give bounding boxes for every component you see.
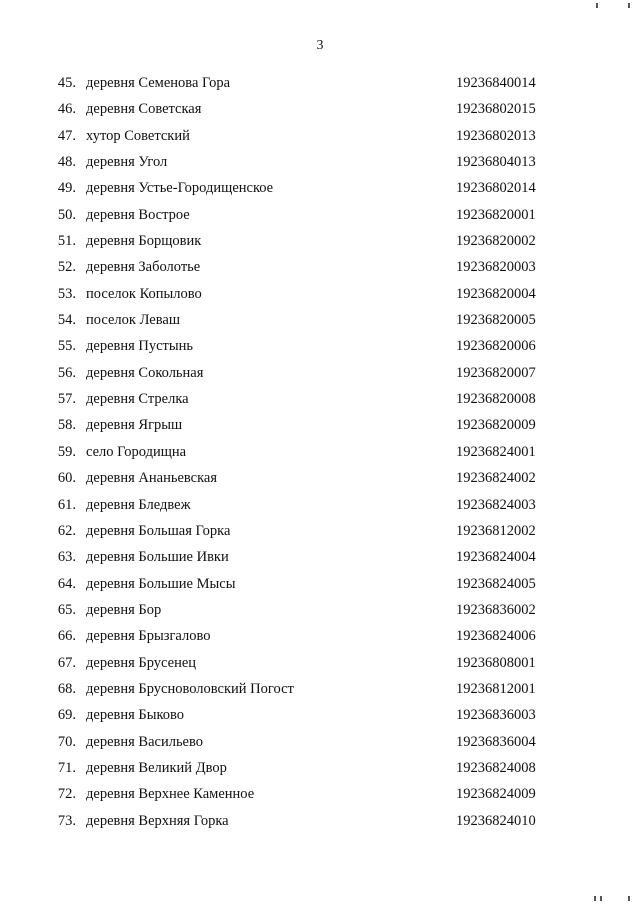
scan-mark xyxy=(596,3,598,8)
settlement-name: деревня Советская xyxy=(86,101,202,118)
item-number: 70. xyxy=(57,733,76,750)
oktmo-code: 19236820002 xyxy=(456,233,536,250)
oktmo-code: 19236824001 xyxy=(456,443,536,460)
item-number: 61. xyxy=(57,496,76,513)
list-item xyxy=(0,386,640,412)
list-item xyxy=(0,175,640,201)
oktmo-code: 19236824005 xyxy=(456,575,536,592)
list-item xyxy=(0,307,640,333)
oktmo-code: 19236820009 xyxy=(456,417,536,434)
settlement-name: деревня Великий Двор xyxy=(86,759,227,776)
oktmo-code: 19236820003 xyxy=(456,259,536,276)
oktmo-code: 19236802015 xyxy=(456,101,536,118)
list-item xyxy=(0,70,640,96)
item-number: 69. xyxy=(57,707,76,724)
item-number: 60. xyxy=(57,470,76,487)
settlement-name: деревня Брусенец xyxy=(86,654,197,671)
scan-mark xyxy=(594,896,596,901)
oktmo-code: 19236808001 xyxy=(456,654,536,671)
oktmo-code: 19236836002 xyxy=(456,601,536,618)
item-number: 57. xyxy=(57,391,76,408)
item-number: 73. xyxy=(57,812,76,829)
oktmo-code: 19236824010 xyxy=(456,812,536,829)
settlement-name: деревня Ананьевская xyxy=(86,470,218,487)
list-item xyxy=(0,412,640,438)
list-item xyxy=(0,439,640,465)
settlement-list xyxy=(0,70,640,834)
item-number: 51. xyxy=(57,233,76,250)
settlement-name: деревня Стрелка xyxy=(86,391,189,408)
settlement-name: деревня Верхняя Горка xyxy=(86,812,229,829)
oktmo-code: 19236824003 xyxy=(456,496,536,513)
oktmo-code: 19236820005 xyxy=(456,312,536,329)
oktmo-code: 19236836004 xyxy=(456,733,536,750)
settlement-name: деревня Быково xyxy=(86,707,185,724)
settlement-name: деревня Устье-Городищенское xyxy=(86,180,274,197)
oktmo-code: 19236802014 xyxy=(456,180,536,197)
settlement-name: село Городищна xyxy=(86,443,187,460)
settlement-name: деревня Большие Ивки xyxy=(86,549,229,566)
list-item xyxy=(0,465,640,491)
oktmo-code: 19236812001 xyxy=(456,680,536,697)
settlement-name: деревня Большие Мысы xyxy=(86,575,236,592)
list-item xyxy=(0,281,640,307)
oktmo-code: 19236820004 xyxy=(456,285,536,302)
settlement-name: деревня Бор xyxy=(86,601,162,618)
oktmo-code: 19236836003 xyxy=(456,707,536,724)
list-item xyxy=(0,676,640,702)
settlement-name: деревня Брызгалово xyxy=(86,628,211,645)
list-item xyxy=(0,228,640,254)
list-item xyxy=(0,597,640,623)
item-number: 68. xyxy=(57,680,76,697)
settlement-name: деревня Верхнее Каменное xyxy=(86,786,255,803)
item-number: 66. xyxy=(57,628,76,645)
settlement-name: деревня Вострое xyxy=(86,206,190,223)
list-item xyxy=(0,333,640,359)
oktmo-code: 19236820007 xyxy=(456,364,536,381)
list-item xyxy=(0,360,640,386)
list-item xyxy=(0,254,640,280)
settlement-name: деревня Брусноволовский Погост xyxy=(86,680,294,697)
oktmo-code: 19236824009 xyxy=(456,786,536,803)
item-number: 64. xyxy=(57,575,76,592)
oktmo-code: 19236820006 xyxy=(456,338,536,355)
list-item xyxy=(0,149,640,175)
item-number: 63. xyxy=(57,549,76,566)
settlement-name: хутор Советский xyxy=(86,127,190,144)
scan-mark xyxy=(628,3,630,8)
page-number: 3 xyxy=(316,38,324,53)
settlement-name: деревня Большая Горка xyxy=(86,522,231,539)
list-item xyxy=(0,781,640,807)
settlement-name: деревня Сокольная xyxy=(86,364,204,381)
list-item xyxy=(0,492,640,518)
item-number: 54. xyxy=(57,312,76,329)
item-number: 52. xyxy=(57,259,76,276)
oktmo-code: 19236820001 xyxy=(456,206,536,223)
item-number: 58. xyxy=(57,417,76,434)
list-item xyxy=(0,702,640,728)
settlement-name: деревня Заболотье xyxy=(86,259,201,276)
settlement-name: поселок Копылово xyxy=(86,285,202,302)
settlement-name: деревня Ягрыш xyxy=(86,417,183,434)
list-item xyxy=(0,544,640,570)
item-number: 72. xyxy=(57,786,76,803)
settlement-name: деревня Борщовик xyxy=(86,233,202,250)
settlement-name: деревня Пустынь xyxy=(86,338,194,355)
scan-mark xyxy=(628,896,630,901)
settlement-name: деревня Васильево xyxy=(86,733,203,750)
oktmo-code: 19236804013 xyxy=(456,154,536,171)
list-item xyxy=(0,571,640,597)
list-item xyxy=(0,96,640,122)
item-number: 67. xyxy=(57,654,76,671)
scan-mark xyxy=(600,896,602,901)
item-number: 71. xyxy=(57,759,76,776)
item-number: 45. xyxy=(57,75,76,91)
list-item xyxy=(0,123,640,149)
oktmo-code: 19236824002 xyxy=(456,470,536,487)
oktmo-code: 19236824006 xyxy=(456,628,536,645)
item-number: 53. xyxy=(57,285,76,302)
item-number: 48. xyxy=(57,154,76,171)
settlement-name: поселок Леваш xyxy=(86,312,181,329)
list-item xyxy=(0,650,640,676)
list-item xyxy=(0,518,640,544)
item-number: 49. xyxy=(57,180,76,197)
settlement-name: деревня Угол xyxy=(86,154,168,171)
list-item xyxy=(0,808,640,834)
list-item xyxy=(0,729,640,755)
item-number: 55. xyxy=(57,338,76,355)
oktmo-code: 19236824004 xyxy=(456,549,536,566)
settlement-name: деревня Семенова Гора xyxy=(86,75,231,91)
list-item xyxy=(0,623,640,649)
item-number: 47. xyxy=(57,127,76,144)
item-number: 62. xyxy=(57,522,76,539)
item-number: 59. xyxy=(57,443,76,460)
list-item xyxy=(0,202,640,228)
item-number: 50. xyxy=(57,206,76,223)
item-number: 46. xyxy=(57,101,76,118)
item-number: 65. xyxy=(57,601,76,618)
oktmo-code: 19236840014 xyxy=(456,75,536,91)
settlement-name: деревня Бледвеж xyxy=(86,496,191,513)
list-item xyxy=(0,755,640,781)
oktmo-code: 19236812002 xyxy=(456,522,536,539)
oktmo-code: 19236802013 xyxy=(456,127,536,144)
oktmo-code: 19236824008 xyxy=(456,759,536,776)
oktmo-code: 19236820008 xyxy=(456,391,536,408)
item-number: 56. xyxy=(57,364,76,381)
